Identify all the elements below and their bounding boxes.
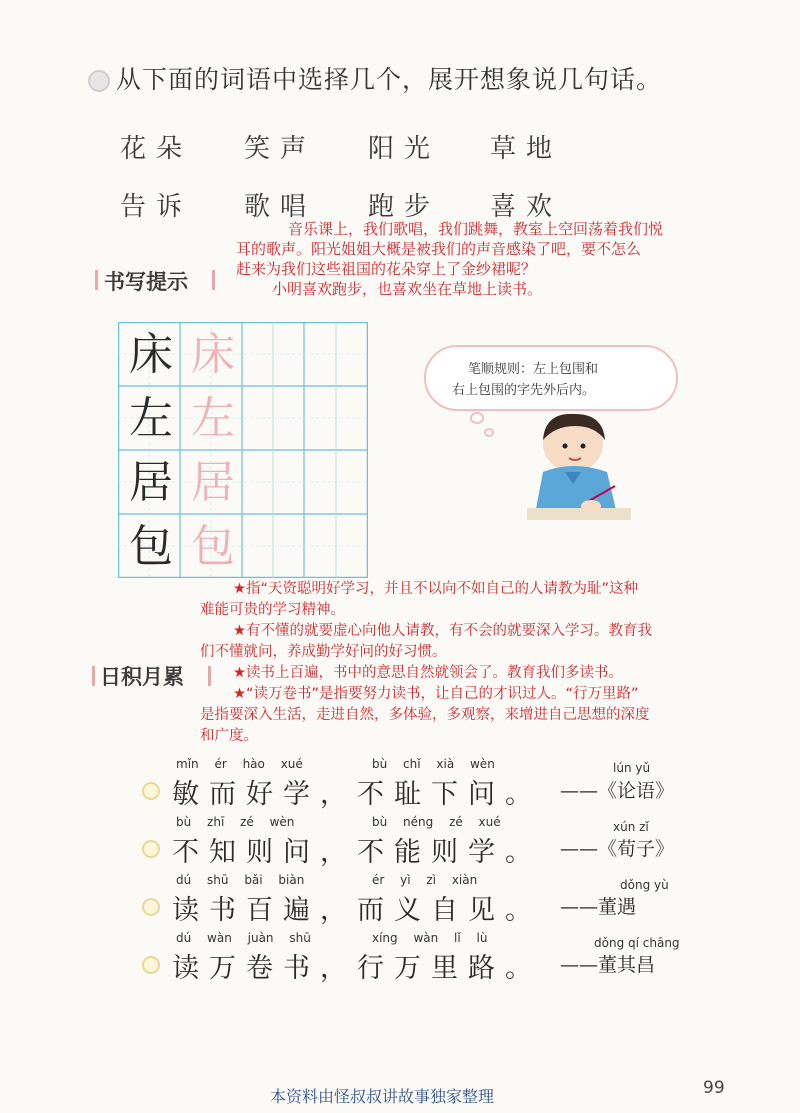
section-bar-right: [212, 270, 215, 290]
verse-source: ——董遇: [560, 896, 637, 918]
annotation-2: [200, 579, 770, 747]
verse-source: ——《荀子》: [560, 838, 675, 860]
daily-title: 日积月累: [100, 665, 184, 689]
bubble-dot: [470, 412, 484, 424]
pinyin: bù chǐ xià wèn: [372, 757, 495, 771]
verse-source: ——董其昌: [560, 954, 656, 976]
verse-source: ——《论语》: [560, 780, 675, 802]
annotation-line: 难能可贵的学习精神。: [200, 602, 345, 618]
section-bar-left: [92, 666, 95, 686]
grid-char-trace: 居: [191, 457, 235, 508]
pinyin: bù zhī zé wèn: [176, 815, 295, 829]
bullet-icon: [142, 898, 160, 916]
grid-char: 床: [129, 329, 173, 380]
prompt-icon: [88, 70, 110, 92]
grid-char-trace: 包: [191, 521, 235, 572]
prompt-text: 从下面的词语中选择几个，展开想象说几句话。: [116, 65, 663, 94]
thought-bubble: [424, 345, 678, 411]
annotation-line: ★读书上百遍，书中的意思自然就领会了。教育我们多读书。: [233, 665, 623, 681]
word: 笑声: [244, 134, 317, 164]
verse-text: 不知则问，不能则学。: [172, 837, 542, 868]
annotation-line: 小明喜欢跑步，也喜欢坐在草地上读书。: [272, 280, 543, 298]
annotation-line: 们不懂就问，养成勤学好问的好习惯。: [200, 644, 447, 660]
pinyin: bù néng zé xué: [372, 815, 501, 829]
bubble-line: 笔顺规则：左上包围和: [468, 362, 599, 377]
source-pinyin: dǒng yù: [620, 878, 669, 892]
bubble-line: 右上包围的字先外后内。: [452, 383, 596, 398]
verse-text: 读书百遍，而义自见。: [172, 895, 542, 926]
annotation-line: ★有不懂的就要虚心向他人请教，有不会的就要深入学习。教育我: [233, 623, 652, 639]
annotation-line: 音乐课上，我们歌唱，我们跳舞，教室上空回荡着我们悦: [288, 220, 664, 238]
source-pinyin: xún zǐ: [613, 820, 649, 834]
word: 阳光: [368, 134, 441, 164]
writing-grid: [118, 322, 368, 578]
pinyin: mǐn ér hào xué: [176, 757, 303, 771]
annotation-line: 是指要深入生活，走进自然，多体验，多观察，来增进自己思想的深度: [200, 707, 650, 723]
verse-text: 读万卷书，行万里路。: [172, 953, 542, 984]
section-bar-right: [208, 666, 211, 686]
source-pinyin: dǒng qí chāng: [594, 936, 680, 950]
grid-char: 包: [129, 521, 173, 572]
boy-writing-illustration: [525, 410, 635, 530]
verse-text: 敏而好学，不耻下问。: [172, 779, 542, 810]
word: 歌唱: [244, 192, 317, 222]
word: 草地: [490, 134, 563, 164]
annotation-line: ★指“天资聪明好学习，并且不以向不如自己的人请教为耻”这种: [233, 581, 639, 597]
pinyin: ér yì zì xiàn: [372, 873, 478, 887]
bullet-icon: [142, 782, 160, 800]
grid-char-trace: 左: [191, 393, 235, 444]
word: 告诉: [120, 192, 193, 222]
annotation-line: 赶来为我们这些祖国的花朵穿上了金纱裙呢？: [236, 260, 537, 278]
annotation-line: ★“读万卷书”是指要努力读书，让自己的才识过人。“行万里路”: [233, 686, 639, 702]
footer-credit: 本资料由怪叔叔讲故事独家整理: [270, 1087, 495, 1106]
word: 喜欢: [490, 192, 563, 222]
annotation-1: [236, 219, 663, 299]
grid-char: 左: [129, 393, 173, 444]
bullet-icon: [142, 840, 160, 858]
word: 跑步: [368, 192, 441, 222]
annotation-line: 耳的歌声。阳光姐姐大概是被我们的声音感染了吧，要不怎么: [236, 240, 642, 258]
bubble-dot: [484, 428, 494, 437]
annotation-line: 和广度。: [200, 728, 258, 744]
grid-char-trace: 床: [191, 329, 235, 380]
section-bar-left: [95, 270, 98, 290]
word: 花朵: [120, 134, 193, 164]
bullet-icon: [142, 956, 160, 974]
grid-char: 居: [129, 457, 173, 508]
page-number: 99: [703, 1078, 725, 1098]
source-pinyin: lún yǔ: [613, 761, 651, 775]
writing-tips-title: 书写提示: [104, 270, 188, 294]
pinyin: xíng wàn lǐ lù: [372, 931, 488, 945]
pinyin: dú wàn juàn shū: [176, 931, 311, 945]
pinyin: dú shū bǎi biàn: [176, 873, 305, 887]
